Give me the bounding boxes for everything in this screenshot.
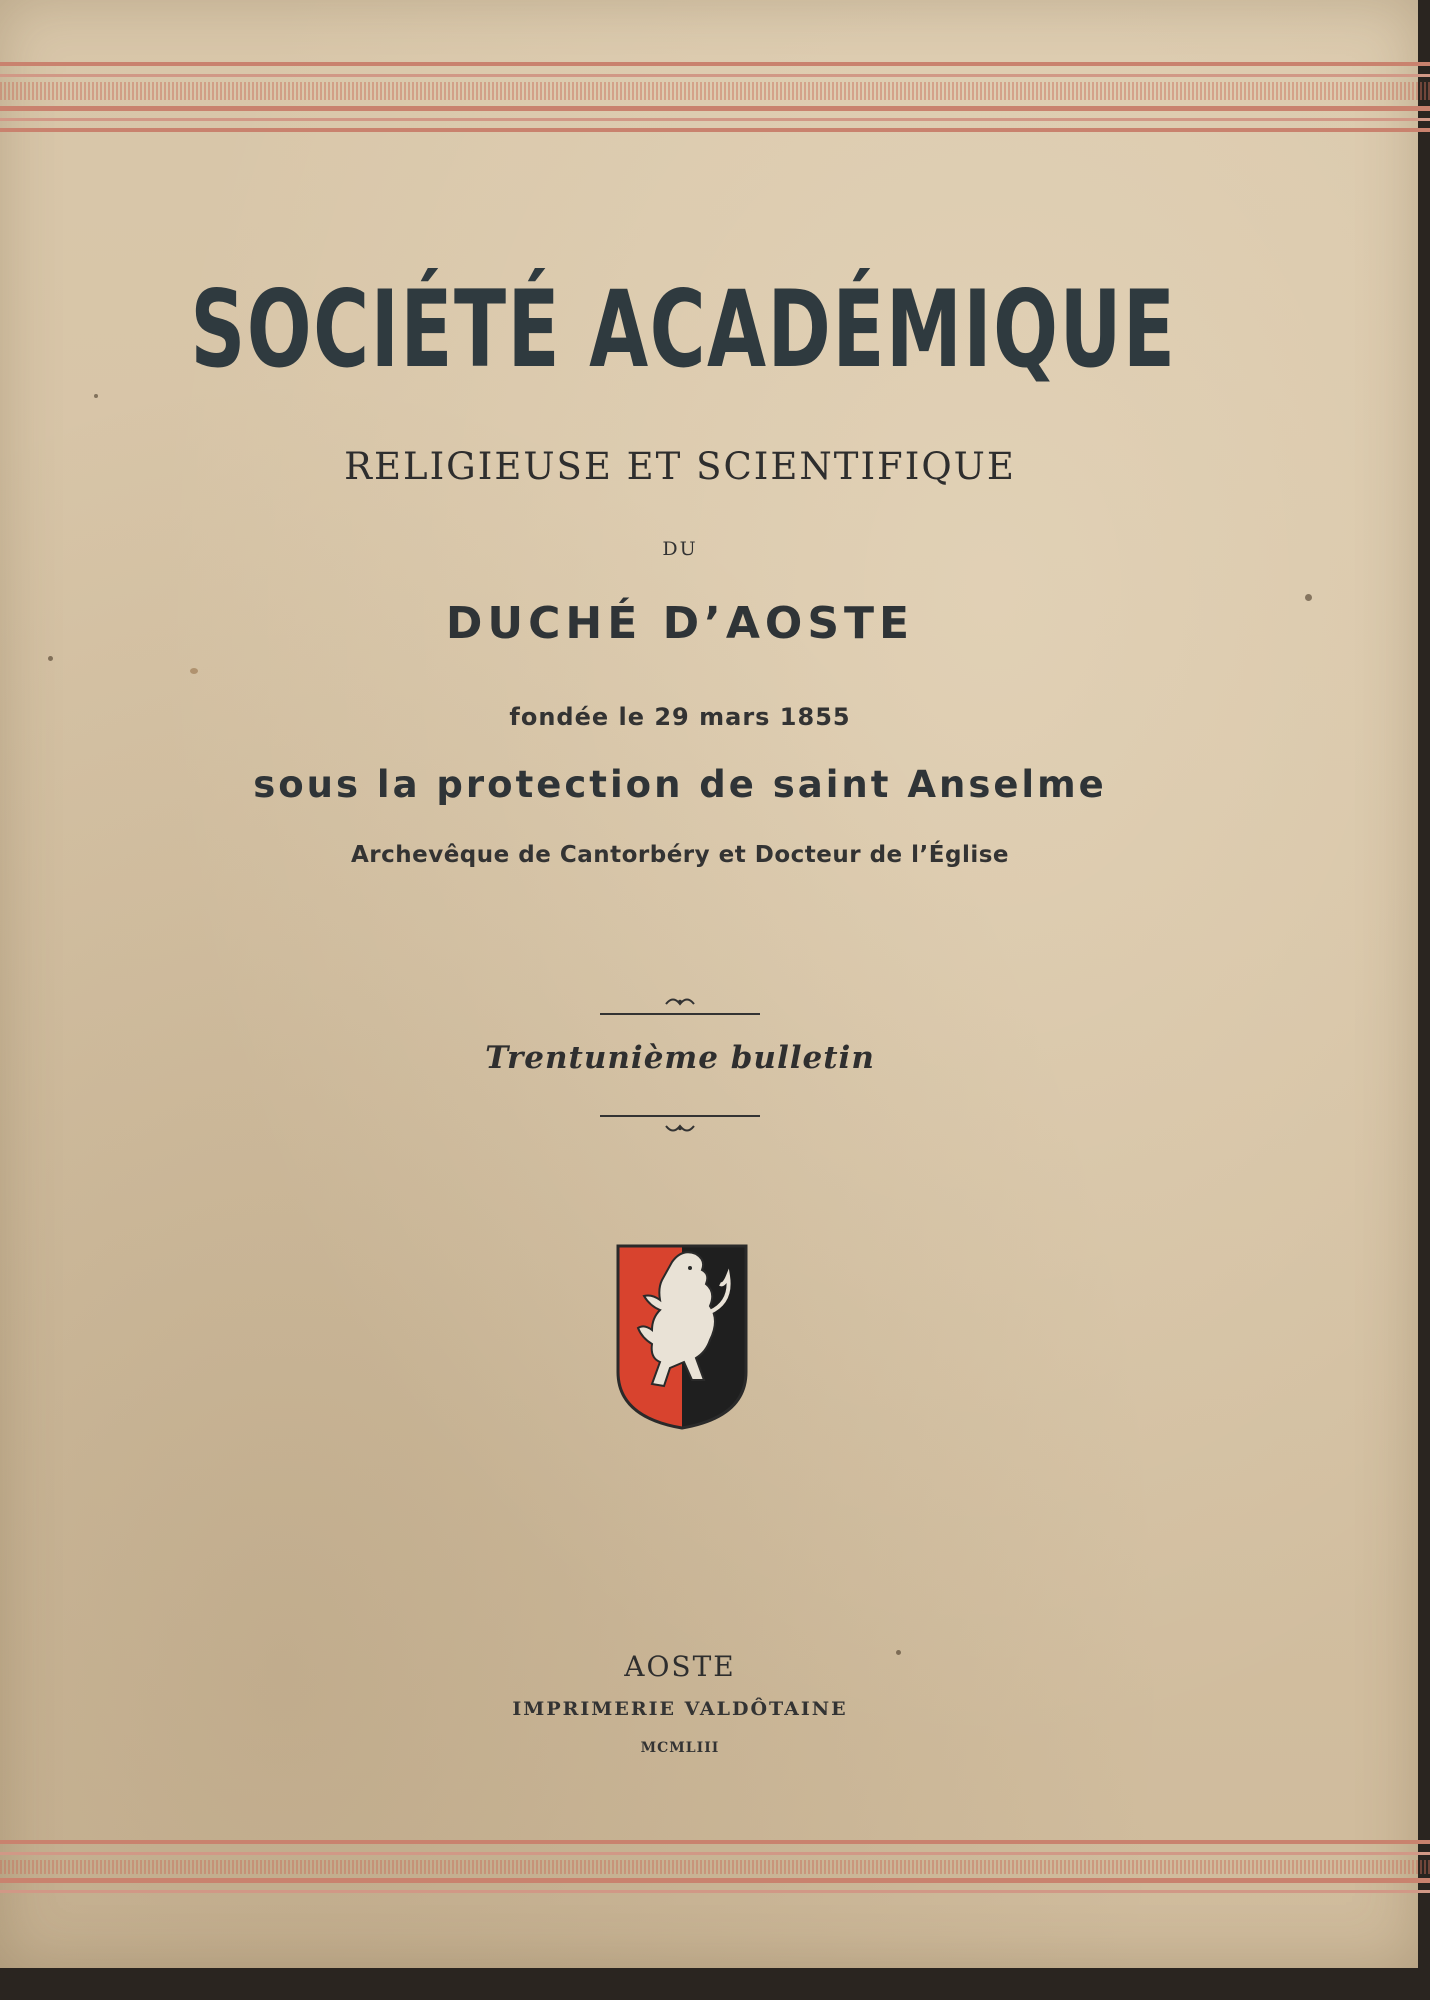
lion-rampant-shield-icon (614, 1242, 750, 1432)
patron-titles: Archevêque de Cantorbéry et Docteur de l’Église (350, 842, 1010, 868)
paper-speck (1305, 594, 1312, 601)
fleuron-divider-icon (600, 1108, 760, 1138)
patronage-line: sous la protection de saint Anselme (253, 763, 1107, 806)
paper-speck (896, 1650, 901, 1655)
bulletin-number: Trentunième bulletin (485, 1040, 875, 1076)
founding-date: fondée le 29 mars 1855 (509, 703, 851, 731)
imprint-year: MCMLIII (640, 1740, 720, 1756)
top-decorative-rule (0, 56, 1430, 134)
paper-speck (94, 394, 98, 398)
bottom-decorative-rule (0, 1838, 1430, 1902)
cover-region: DUCHÉ D’AOSTE (445, 598, 915, 649)
paper-speck (48, 656, 53, 661)
fleuron-divider-icon (600, 992, 760, 1022)
cover-subtitle: RELIGIEUSE ET SCIENTIFIQUE (344, 445, 1016, 488)
cover-connector: DU (662, 538, 698, 560)
cover-title: SOCIÉTÉ ACADÉMIQUE (190, 268, 1177, 391)
imprint-printer: IMPRIMERIE VALDÔTAINE (512, 1698, 848, 1720)
paper-speck (190, 668, 198, 674)
imprint-city: AOSTE (624, 1650, 736, 1683)
